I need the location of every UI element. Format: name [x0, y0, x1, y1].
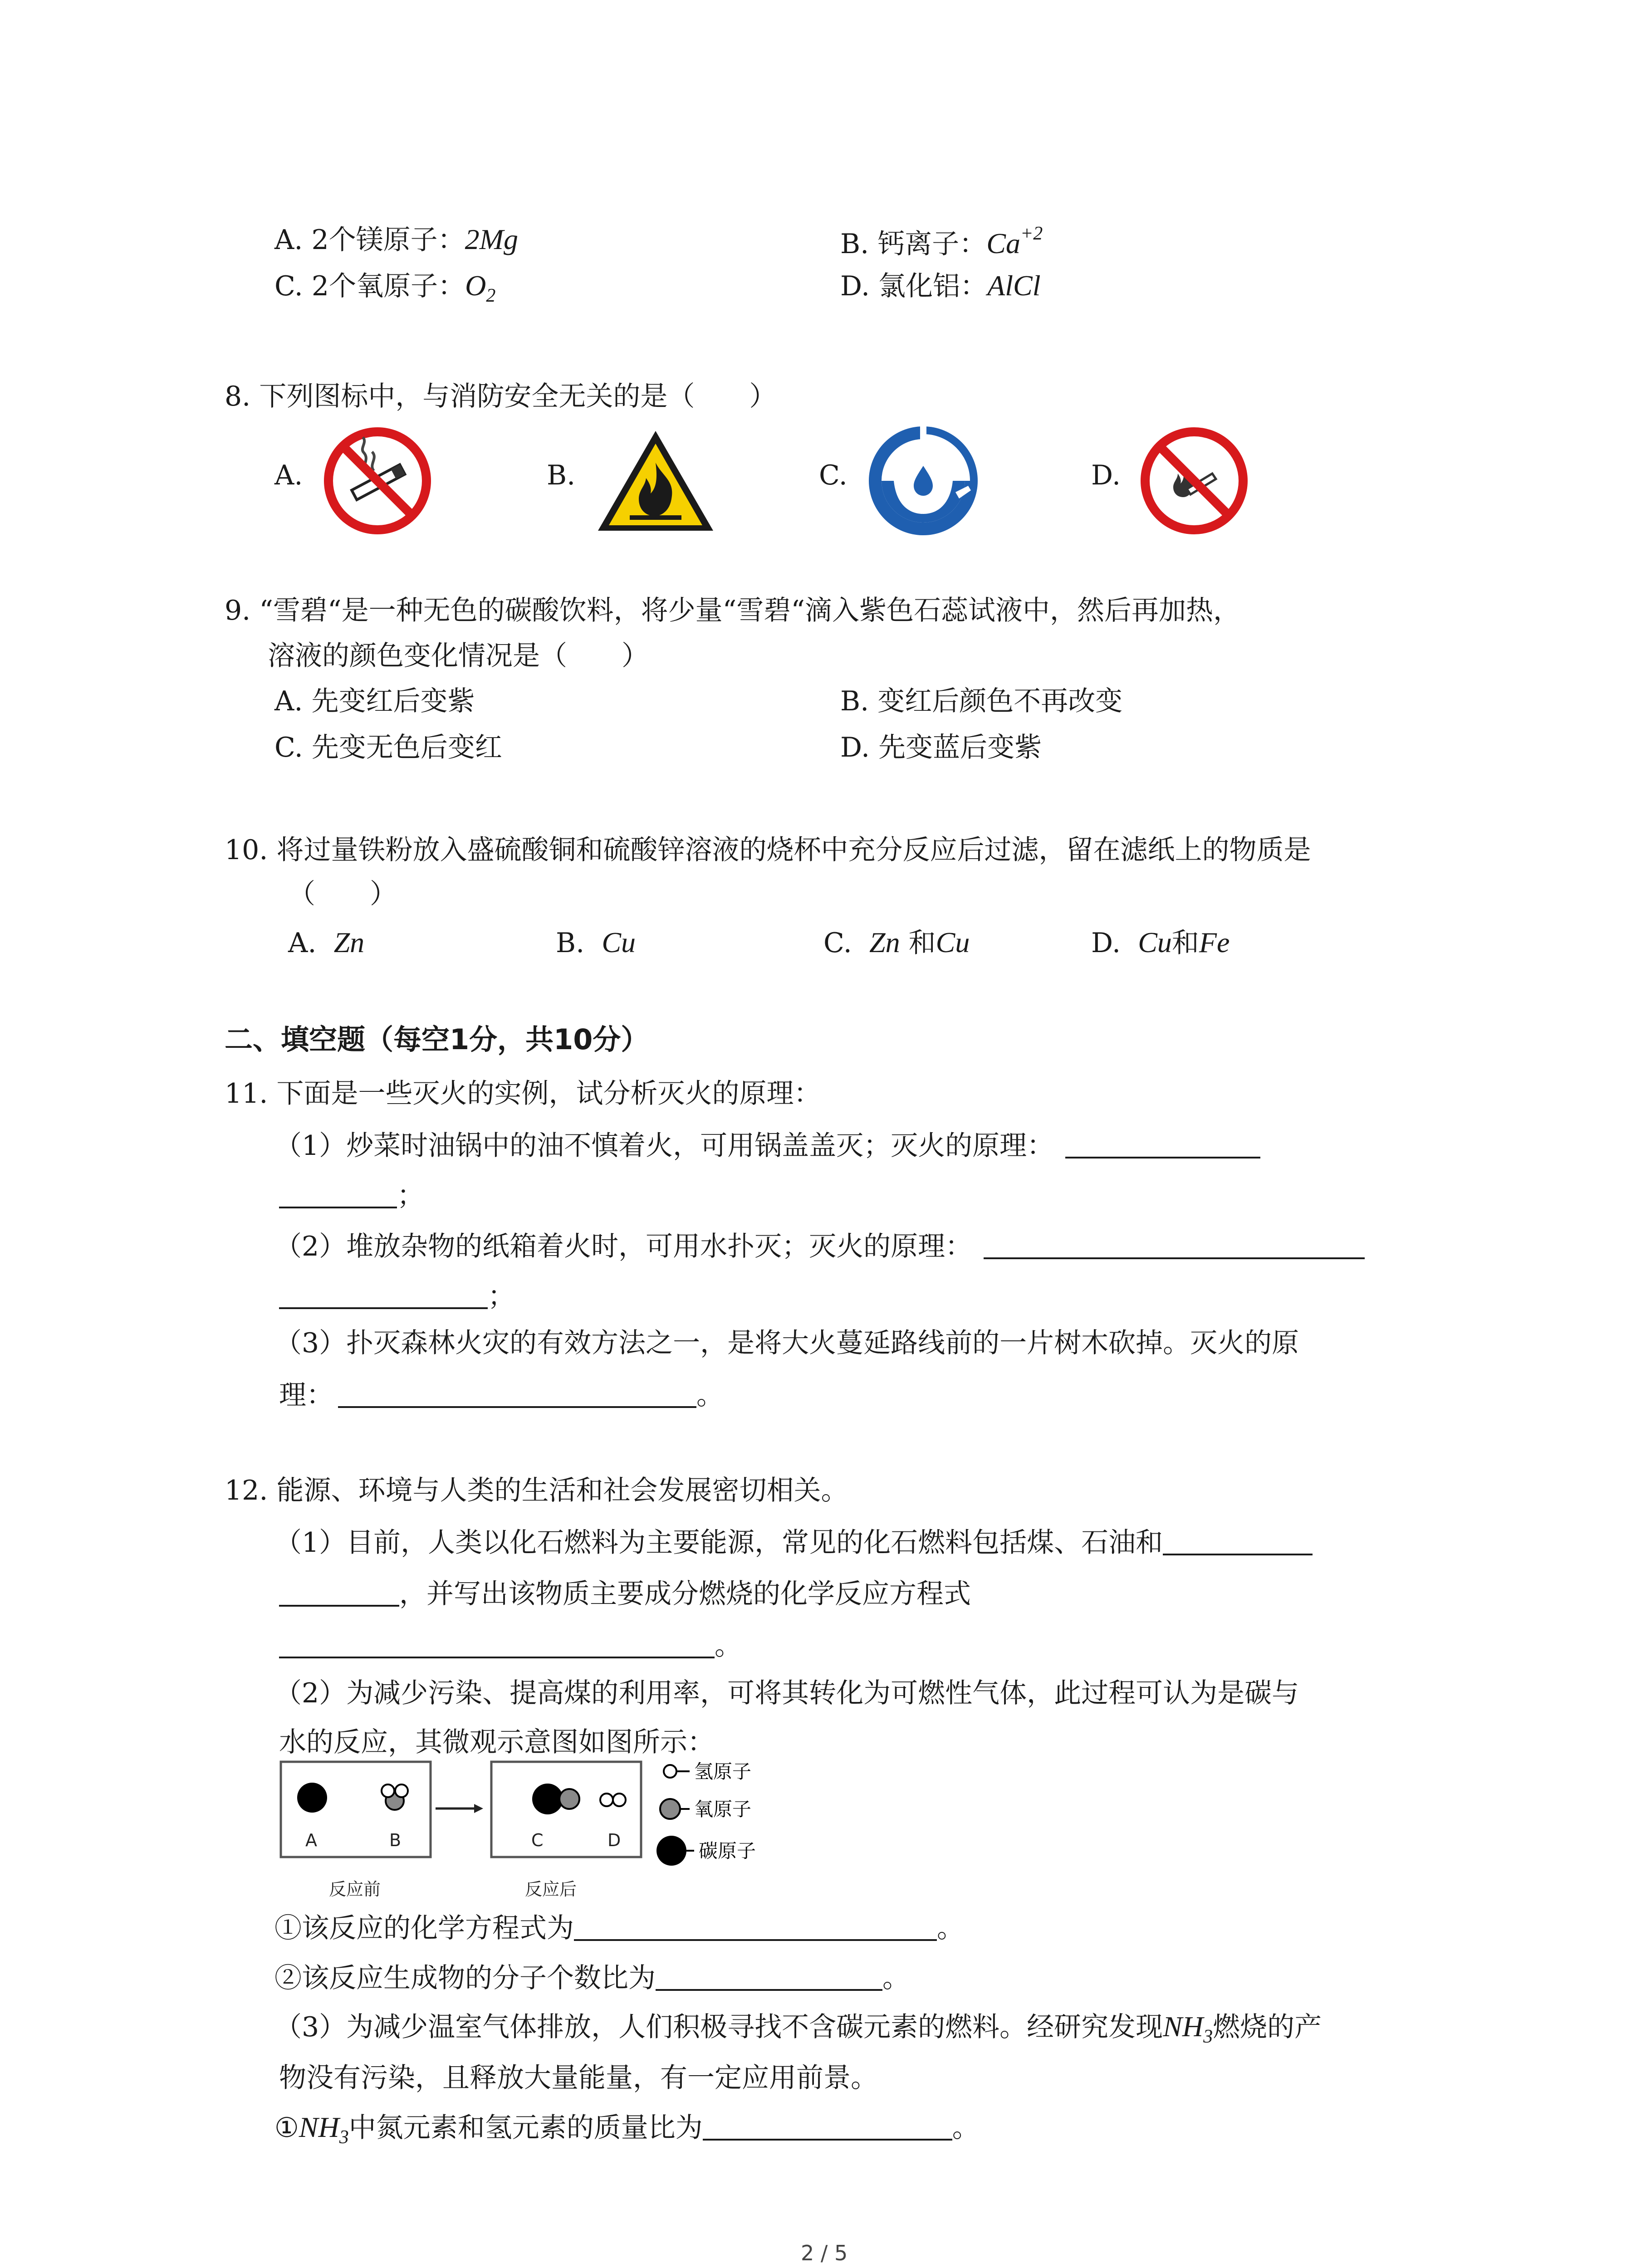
q11-answer-blank-2a[interactable] — [984, 1232, 1365, 1259]
q12-sub1-text: ①该反应的化学方程式为 — [274, 1912, 574, 1944]
q8-option-c-label: C. — [819, 459, 847, 491]
q12-sub2-text: ②该反应生成物的分子个数比为 — [274, 1962, 656, 1994]
q7-d-formula: AlCl — [987, 269, 1041, 302]
q11-part1-cont — [279, 1179, 424, 1212]
q10-stem-line1: 10. 将过量铁粉放入盛硫酸铜和硫酸锌溶液的烧杯中充分反应后过滤，留在滤纸上的物质是 — [225, 834, 1311, 866]
q7-option-d — [840, 269, 1040, 303]
q7-b-charge: +2 — [1020, 223, 1043, 244]
q10-d-label: D. — [1091, 927, 1121, 959]
q12-sub3-marker: ① — [274, 2112, 299, 2144]
q11-stem: 11. 下面是一些灭火的实例，试分析灭火的原理： — [225, 1078, 821, 1110]
q12-part1-line1 — [274, 1526, 1313, 1559]
q11-part1-text: （1）炒菜时油锅中的油不慎着火，可用锅盖盖灭；灭火的原理： — [274, 1130, 1054, 1162]
label-a: A — [305, 1830, 317, 1850]
q12-part1-text: （1）目前，人类以化石燃料为主要能源，常见的化石燃料包括煤、石油和 — [274, 1527, 1163, 1559]
page-number: 2 / 5 — [801, 2241, 848, 2265]
label-d: D — [607, 1830, 621, 1850]
q10-option-d — [1091, 925, 1230, 960]
q9-option-b: B. 变红后颜色不再改变 — [840, 685, 1123, 717]
q11-part3-end: 。 — [696, 1379, 724, 1411]
q7-a-formula: 2Mg — [465, 223, 518, 255]
q7-b-label: B. 钙离子： — [840, 228, 987, 260]
q12-part3-text: （3）为减少温室气体排放，人们积极寻找不含碳元素的燃料。经研究发现 — [274, 2011, 1163, 2043]
q7-a-label: A. 2个镁原子： — [274, 224, 465, 256]
q11-answer-blank-1b[interactable] — [279, 1181, 397, 1208]
q12-answer-blank-1c[interactable] — [279, 1631, 715, 1658]
q12-answer-blank-1a[interactable] — [1163, 1528, 1313, 1555]
q12-sub3-end: 。 — [952, 2112, 980, 2144]
q7-c-formula: O — [465, 269, 486, 302]
q12-part3-line2: 物没有污染，且释放大量能量，有一定应用前景。 — [279, 2062, 878, 2094]
q11-part3-line2 — [279, 1379, 724, 1412]
q7-d-label: D. 氯化铝： — [840, 270, 988, 302]
carbon-atom — [297, 1783, 327, 1813]
flammable-warning-icon — [594, 426, 717, 535]
q12-sub3-text: 中氮元素和氢元素的质量比为 — [348, 2112, 703, 2144]
legend-carbon-label: 碳原子 — [699, 1840, 756, 1862]
q8-option-d-label: D. — [1091, 459, 1121, 491]
q12-sub1-end: 。 — [937, 1912, 964, 1944]
q9-stem-line1: 9. “雪碧“是一种无色的碳酸饮料，将少量“雪碧“滴入紫色石蕊试液中，然后再加热， — [225, 595, 1241, 626]
q11-part2-cont — [279, 1280, 515, 1313]
q7-c-label: C. 2个氧原子： — [274, 270, 465, 302]
q10-option-c — [823, 925, 970, 960]
q12-sub1 — [274, 1912, 964, 1945]
q11-part1-end: ； — [397, 1180, 424, 1212]
q10-a-label: A. — [288, 927, 317, 959]
q12-part1-end: 。 — [715, 1630, 742, 1662]
q12-answer-blank-2a[interactable] — [574, 1914, 937, 1941]
before-label: 反应前 — [329, 1879, 381, 1899]
q9-option-c: C. 先变无色后变红 — [274, 732, 502, 763]
q10-c-formula1: Zn — [869, 926, 900, 958]
reaction-micro-diagram — [279, 1760, 828, 1914]
legend-hydrogen-label: 氢原子 — [694, 1760, 752, 1783]
q10-option-b — [556, 925, 636, 960]
q10-a-formula: Zn — [333, 926, 365, 958]
q11-part1 — [274, 1129, 1260, 1162]
q12-answer-blank-3[interactable] — [703, 2113, 952, 2141]
label-c: C — [531, 1830, 544, 1850]
legend-oxygen — [660, 1798, 751, 1820]
q12-stem: 12. 能源、环境与人类的生活和社会发展密切相关。 — [225, 1475, 848, 1506]
q10-d-formula1: Cu — [1138, 926, 1172, 958]
q11-answer-blank-3[interactable] — [338, 1381, 696, 1408]
q11-part2-end: ； — [488, 1281, 515, 1312]
q7-b-formula: Ca — [986, 227, 1020, 259]
label-b: B — [389, 1830, 402, 1850]
q12-sub3 — [274, 2110, 980, 2149]
q10-option-a — [288, 925, 364, 960]
q12-part2-line1: （2）为减少污染、提高煤的利用率，可将其转化为可燃性气体，此过程可认为是碳与 — [274, 1677, 1299, 1709]
q11-answer-blank-1a[interactable] — [1065, 1131, 1260, 1158]
no-smoking-icon — [323, 426, 432, 535]
q10-c-label: C. — [823, 927, 852, 959]
q12-sub2-end: 。 — [882, 1962, 910, 1994]
q10-stem-line2: （ ） — [288, 878, 397, 910]
q12-part3-formula: NH — [1163, 2010, 1204, 2043]
after-label: 反应后 — [525, 1879, 577, 1899]
q10-b-formula: Cu — [602, 926, 636, 958]
q12-part1-line3 — [279, 1629, 742, 1662]
reaction-arrow-icon — [436, 1804, 483, 1813]
water-saving-icon — [867, 424, 980, 538]
q12-answer-blank-2b[interactable] — [656, 1964, 882, 1991]
q12-sub2 — [274, 1962, 910, 1994]
legend-oxygen-label: 氧原子 — [694, 1798, 752, 1820]
q12-part3-subscript: 3 — [1203, 2026, 1213, 2047]
legend-hydrogen — [664, 1760, 751, 1783]
q9-option-d: D. 先变蓝后变紫 — [840, 732, 1042, 763]
q11-part2 — [274, 1230, 1365, 1263]
q12-sub3-subscript: 3 — [339, 2127, 349, 2148]
q10-c-and: 和 — [908, 927, 936, 959]
q11-part2-text: （2）堆放杂物的纸箱着火时，可用水扑灭；灭火的原理： — [274, 1231, 973, 1262]
q10-c-formula2: Cu — [936, 926, 970, 958]
q9-stem-line2: 溶液的颜色变化情况是（ ） — [268, 640, 649, 672]
section-2-title: 二、填空题（每空1分，共10分） — [225, 1023, 649, 1056]
q8-stem: 8. 下列图标中，与消防安全无关的是（ ） — [225, 381, 777, 412]
q12-part2-line2: 水的反应，其微观示意图如图所示： — [279, 1726, 715, 1758]
q11-part3-line1: （3）扑灭森林火灾的有效方法之一，是将大火蔓延路线前的一片树木砍掉。灭火的原 — [274, 1327, 1299, 1359]
q7-option-a — [274, 222, 518, 257]
q12-part3-line1 — [274, 2009, 1322, 2048]
q9-option-a: A. 先变红后变紫 — [274, 685, 475, 717]
q12-sub3-formula: NH — [299, 2111, 339, 2143]
q10-d-formula2: Fe — [1199, 926, 1230, 958]
q11-answer-blank-2b[interactable] — [279, 1282, 488, 1309]
q8-option-a-label: A. — [274, 459, 303, 491]
legend-carbon — [656, 1836, 756, 1866]
q8-option-b-label: B. — [547, 459, 576, 491]
no-open-flame-icon — [1140, 426, 1249, 535]
q10-d-and: 和 — [1171, 927, 1199, 959]
q12-part1-line2 — [279, 1578, 971, 1610]
q12-part1-text2: ，并写出该物质主要成分燃烧的化学反应方程式 — [399, 1578, 971, 1610]
q7-c-subscript: 2 — [486, 285, 496, 306]
q7-option-c — [274, 269, 495, 307]
q10-b-label: B. — [556, 927, 585, 959]
q12-part3-text-end: 燃烧的产 — [1213, 2011, 1322, 2043]
q12-answer-blank-1b[interactable] — [279, 1579, 399, 1607]
q11-part3-label: 理： — [279, 1379, 333, 1411]
q7-option-b — [840, 222, 1043, 261]
